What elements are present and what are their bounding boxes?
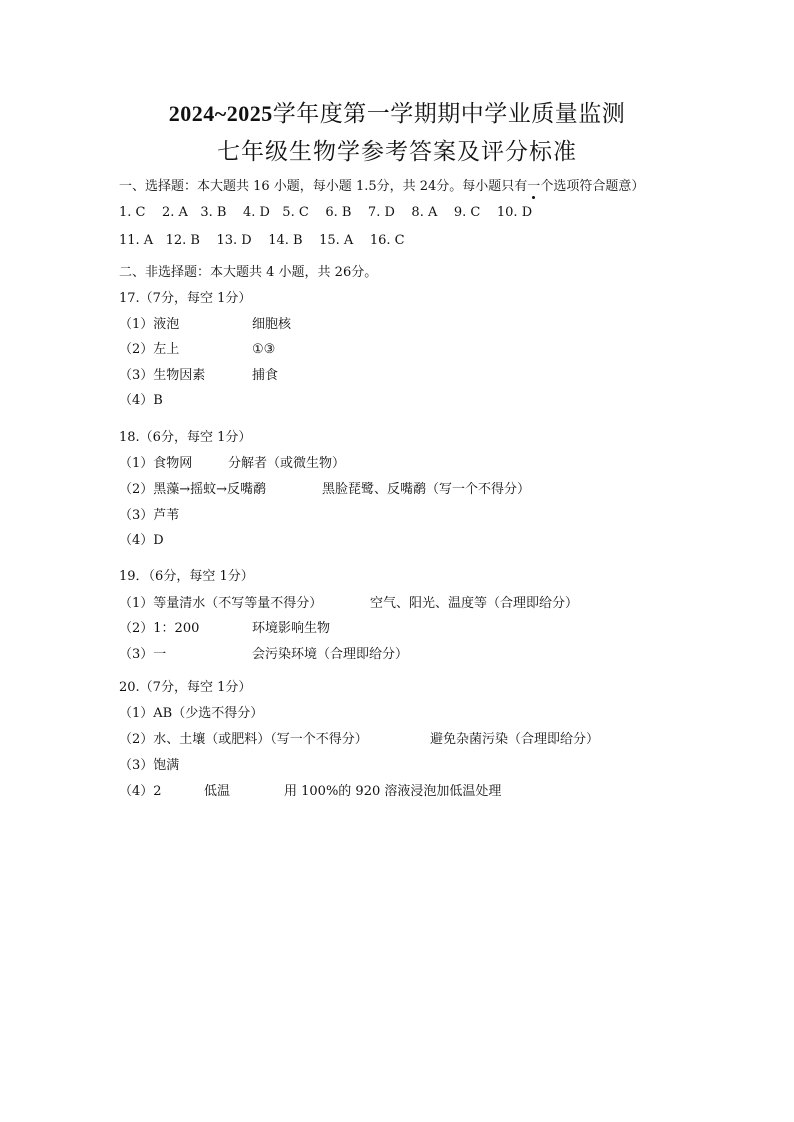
q18-answer-2-second: 黑脸琵鹭、反嘴鹬（写一个不得分）: [322, 482, 531, 497]
q19-answer-3-second: 会污染环境（合理即给分）: [252, 647, 409, 662]
title-year: 2024~2025: [168, 101, 273, 126]
document-title: [0, 98, 794, 130]
mc-answers-row-1: 1. C 2. A 3. B 4. D 5. C 6. B 7. D 8. A 9. C 10. D: [119, 205, 533, 220]
q20-answer-3: （3）饱满: [119, 758, 180, 773]
section1-heading: [119, 178, 644, 196]
q18-answer-1-second: 分解者（或微生物）: [228, 456, 346, 471]
q17-answer-3: （3）生物因素: [119, 368, 206, 383]
q19-answer-2-second: 环境影响生物: [252, 621, 331, 636]
q19-answer-3: （3）一: [119, 647, 167, 662]
q20-answer-1: （1）AB（少选不得分）: [119, 706, 264, 721]
q20-answer-4-second: 低温: [204, 784, 231, 799]
q19-answer-1: （1）等量清水（不写等量不得分）: [119, 596, 323, 611]
q18-answer-4: （4）D: [119, 533, 164, 548]
q20-answer-2: （2）水、土壤（或肥料）（写一个不得分）: [119, 732, 368, 747]
q20-answer-4-third: 用 100%的 920 溶液浸泡加低温处理: [284, 784, 502, 799]
q19-answer-1-second: 空气、阳光、温度等（合理即给分）: [370, 596, 579, 611]
title-rest: 学年度第一学期期中学业质量监测: [272, 101, 626, 127]
q18-answer-1: （1）食物网: [119, 456, 193, 471]
q18-heading: 18.（6分，每空 1分）: [119, 430, 252, 445]
q17-answer-1: （1）液泡: [119, 317, 180, 332]
mc-answers-row-2: 11. A 12. B 13. D 14. B 15. A 16. C: [119, 233, 405, 248]
q17-answer-2-second: ①③: [252, 342, 276, 357]
q17-heading: 17.（7分，每空 1分）: [119, 291, 252, 306]
q17-answer-2: （2）左上: [119, 342, 180, 357]
q18-answer-2: （2）黑藻→摇蚊→反嘴鹬: [119, 482, 267, 497]
q17-answer-3-second: 捕食: [252, 368, 279, 383]
section1-heading-pre: 一、选择题：本大题共 16 小题，每小题 1.5分，共 24分。每小题只有: [119, 179, 528, 194]
q20-heading: 20.（7分，每空 1分）: [119, 680, 252, 695]
q19-answer-2: （2）1：200: [119, 621, 200, 636]
document-subtitle: 七年级生物学参考答案及评分标准: [217, 139, 577, 165]
q17-answer-4: （4）B: [119, 393, 163, 408]
q17-answer-1-second: 细胞核: [252, 317, 292, 332]
q18-answer-3: （3）芦苇: [119, 508, 180, 523]
q20-answer-4: （4）2: [119, 784, 162, 799]
q19-heading: 19．（6分，每空 1分）: [119, 569, 254, 584]
section1-heading-emphasis: 一: [527, 179, 541, 194]
q20-answer-2-second: 避免杂菌污染（合理即给分）: [430, 732, 600, 747]
section2-heading: 二、非选择题：本大题共 4 小题，共 26分。: [119, 265, 378, 280]
section1-heading-post: 个选项符合题意）: [540, 179, 645, 194]
